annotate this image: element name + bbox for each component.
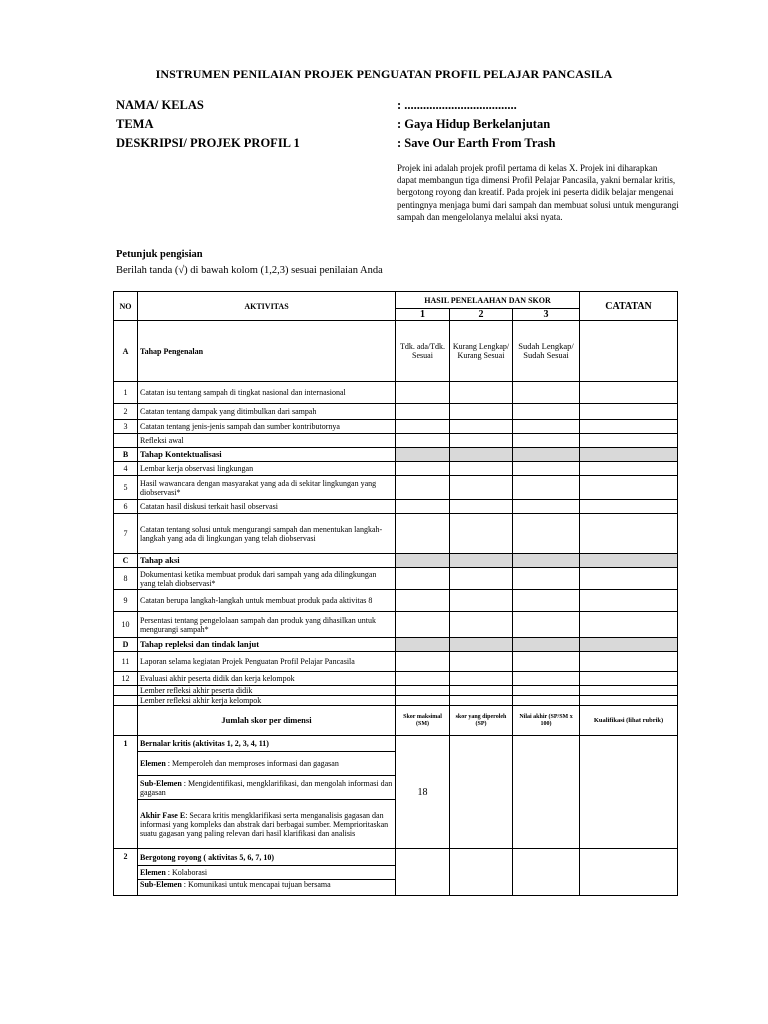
dimension-2-na — [513, 849, 580, 896]
score-cell-2[interactable] — [450, 672, 513, 686]
elemen-text: : Memperoleh dan memproses informasi dan gagasan — [165, 759, 339, 768]
score-cell-3[interactable] — [513, 420, 580, 434]
score-head-no — [114, 706, 138, 736]
dimension-2-no: 2 — [114, 849, 138, 896]
dimension-1-title: Bernalar kritis (aktivitas 1, 2, 3, 4, 11) — [138, 736, 396, 752]
sub-elemen-label: Sub-Elemen — [140, 778, 182, 788]
dimension-1-na — [513, 736, 580, 849]
score-cell-2[interactable] — [450, 382, 513, 404]
meta-label-tema: TEMA — [116, 117, 154, 131]
row-number: C — [114, 554, 138, 568]
section-row — [114, 638, 678, 652]
sub-elemen-text: : Mengidentifikasi, mengklarifikasi, dan mengolah informasi dan gagasan — [140, 778, 393, 797]
dimension-2-kual — [580, 849, 678, 896]
score-cell-2[interactable] — [450, 448, 513, 462]
header-catatan: CATATAN — [580, 292, 678, 321]
activity-row — [114, 612, 678, 638]
score-cell-1[interactable] — [396, 554, 450, 568]
catatan-cell[interactable] — [580, 638, 678, 652]
dimension-2-sp — [450, 849, 513, 896]
score-cell-3[interactable] — [513, 500, 580, 514]
catatan-cell[interactable] — [580, 500, 678, 514]
row-number: 12 — [114, 672, 138, 686]
meta-value-tema: : Gaya Hidup Berkelanjutan — [397, 117, 551, 131]
fase-label: Akhir Fase E — [140, 810, 186, 820]
catatan-cell[interactable] — [580, 612, 678, 638]
activity-row — [114, 420, 678, 434]
activity-text: Catatan tentang jenis-jenis sampah dan sumber kontributornya — [138, 420, 396, 434]
score-cell-3[interactable] — [513, 476, 580, 500]
row-number: 5 — [114, 476, 138, 500]
header-score-2: 2 — [450, 309, 513, 321]
row-number: 8 — [114, 568, 138, 590]
sub-elemen-text: : Komunikasi untuk mencapai tujuan bersama — [181, 880, 331, 889]
activity-row — [114, 652, 678, 672]
catatan-cell[interactable] — [580, 382, 678, 404]
header-no: NO — [114, 292, 138, 321]
activity-text: Evaluasi akhir peserta didik dan kerja kelompok — [138, 672, 396, 686]
activity-text: Catatan isu tentang sampah di tingkat nasional dan internasional — [138, 382, 396, 404]
score-cell-3[interactable] — [513, 590, 580, 612]
elemen-label: Elemen — [140, 868, 166, 877]
score-cell-3[interactable] — [513, 568, 580, 590]
activity-row — [114, 404, 678, 420]
header-hasil: HASIL PENELAAHAN DAN SKOR — [396, 292, 580, 309]
score-cell-3[interactable] — [513, 514, 580, 554]
catatan-cell[interactable] — [580, 686, 678, 696]
catatan-cell[interactable] — [580, 434, 678, 448]
score-cell-3[interactable] — [513, 686, 580, 696]
score-cell-3[interactable] — [513, 434, 580, 448]
catatan-cell[interactable] — [580, 590, 678, 612]
option-2: Kurang Lengkap/ Kurang Sesuai — [450, 321, 513, 382]
score-cell-2[interactable] — [450, 476, 513, 500]
activity-text: Lember refleksi akhir kerja kelompok — [138, 696, 396, 706]
activity-table-body — [114, 292, 678, 382]
dimension-1-sp — [450, 736, 513, 849]
score-cell-2[interactable] — [450, 514, 513, 554]
activity-rows — [114, 382, 678, 706]
score-cell-2[interactable] — [450, 462, 513, 476]
activity-row — [114, 568, 678, 590]
header-score-3: 3 — [513, 309, 580, 321]
score-cell-1[interactable] — [396, 686, 450, 696]
dimension-2-sm — [396, 849, 450, 896]
catatan-cell[interactable] — [580, 696, 678, 706]
dimension-1-no: 1 — [114, 736, 138, 849]
score-cell-2[interactable] — [450, 420, 513, 434]
instructions-title: Petunjuk pengisian — [116, 249, 203, 260]
section-title: Tahap Kontektualisasi — [138, 448, 396, 462]
score-cell-1[interactable] — [396, 568, 450, 590]
meta-label-nama-kelas: NAMA/ KELAS — [116, 98, 204, 112]
header-score-1: 1 — [396, 309, 450, 321]
row-number: 1 — [114, 382, 138, 404]
catatan-cell[interactable] — [580, 420, 678, 434]
score-cell-1[interactable] — [396, 404, 450, 420]
dimension-1-elemen — [138, 752, 396, 776]
score-cell-3[interactable] — [513, 638, 580, 652]
activity-text: Hasil wawancara dengan masyarakat yang ada di sekitar lingkungan yang diobservasi* — [138, 476, 396, 500]
score-cell-3[interactable] — [513, 404, 580, 420]
section-row — [114, 448, 678, 462]
score-cell-3[interactable] — [513, 462, 580, 476]
score-cell-1[interactable] — [396, 434, 450, 448]
project-description: Projek ini adalah projek profil pertama di kelas X. Projek ini diharapkan dapat membangun tiga dimensi Profil Pelajar Pancasila, yakni bernalar kritis, bergotong royong dan kreatif. Pada projek ini peserta didik belajar mengenai pentingnya menjaga bumi dari sampah dan membuat solusi untuk mengurangi sampah dan mengelolanya melalui aksi nyata. — [397, 163, 679, 222]
score-cell-1[interactable] — [396, 476, 450, 500]
score-head-sm: Skor maksimal (SM) — [396, 706, 450, 736]
activity-text: Persentasi tentang pengelolaan sampah dan produk yang dihasilkan untuk mengurangi sampah* — [138, 612, 396, 638]
row-number: 9 — [114, 590, 138, 612]
dimension-1-kual — [580, 736, 678, 849]
score-cell-2[interactable] — [450, 404, 513, 420]
score-cell-1[interactable] — [396, 590, 450, 612]
activity-text: Lembar kerja observasi lingkungan — [138, 462, 396, 476]
row-number: 3 — [114, 420, 138, 434]
score-cell-1[interactable] — [396, 420, 450, 434]
score-cell-3[interactable] — [513, 382, 580, 404]
score-cell-1[interactable] — [396, 448, 450, 462]
dimension-1-fase — [138, 800, 396, 849]
row-number: 4 — [114, 462, 138, 476]
score-cell-2[interactable] — [450, 434, 513, 448]
score-cell-3[interactable] — [513, 554, 580, 568]
catatan-cell[interactable] — [580, 476, 678, 500]
row-number: B — [114, 448, 138, 462]
document-title: INSTRUMEN PENILAIAN PROJEK PENGUATAN PROFIL PELAJAR PANCASILA — [155, 67, 613, 81]
row-number: D — [114, 638, 138, 652]
activity-row — [114, 462, 678, 476]
score-cell-2[interactable] — [450, 652, 513, 672]
dimension-2-elemen — [138, 866, 396, 880]
score-cell-2[interactable] — [450, 568, 513, 590]
score-cell-1[interactable] — [396, 672, 450, 686]
option-1: Tdk. ada/Tdk. Sesuai — [396, 321, 450, 382]
activity-row — [114, 590, 678, 612]
catatan-cell[interactable] — [580, 448, 678, 462]
catatan-cell[interactable] — [580, 404, 678, 420]
elemen-text: : Kolaborasi — [165, 868, 208, 877]
activity-row — [114, 686, 678, 696]
section-title-a: Tahap Pengenalan — [138, 321, 396, 382]
activity-text: Catatan tentang dampak yang ditimbulkan dari sampah — [138, 404, 396, 420]
row-number: 6 — [114, 500, 138, 514]
row-number — [114, 696, 138, 706]
score-cell-1[interactable] — [396, 638, 450, 652]
score-cell-3[interactable] — [513, 652, 580, 672]
row-number: 10 — [114, 612, 138, 638]
activity-text: Catatan berupa langkah-langkah untuk membuat produk pada aktivitas 8 — [138, 590, 396, 612]
activity-text: Refleksi awal — [138, 434, 396, 448]
score-cell-2[interactable] — [450, 612, 513, 638]
section-row — [114, 554, 678, 568]
score-cell-2[interactable] — [450, 554, 513, 568]
catatan-cell[interactable] — [580, 514, 678, 554]
score-head-kual: Kualifikasi (lihat rubrik) — [580, 706, 678, 736]
activity-text: Catatan hasil diskusi terkait hasil observasi — [138, 500, 396, 514]
score-table-body — [114, 706, 678, 896]
score-head-na: Nilai akhir (SP/SM x 100) — [513, 706, 580, 736]
score-cell-1[interactable] — [396, 462, 450, 476]
score-cell-1[interactable] — [396, 652, 450, 672]
score-cell-2[interactable] — [450, 590, 513, 612]
catatan-cell — [580, 321, 678, 382]
meta-label-deskripsi: DESKRIPSI/ PROJEK PROFIL 1 — [116, 136, 300, 150]
meta-value-nama-kelas: : .................................... — [397, 98, 517, 112]
score-cell-1[interactable] — [396, 612, 450, 638]
score-cell-2[interactable] — [450, 500, 513, 514]
score-cell-1[interactable] — [396, 514, 450, 554]
activity-row — [114, 476, 678, 500]
catatan-cell[interactable] — [580, 652, 678, 672]
catatan-cell[interactable] — [580, 568, 678, 590]
activity-row — [114, 672, 678, 686]
activity-row — [114, 500, 678, 514]
activity-text: Laporan selama kegiatan Projek Penguatan Profil Pelajar Pancasila — [138, 652, 396, 672]
dimension-1-score: 18 — [396, 736, 450, 849]
score-cell-2[interactable] — [450, 696, 513, 706]
score-cell-1[interactable] — [396, 500, 450, 514]
catatan-cell[interactable] — [580, 672, 678, 686]
section-label-a: A — [114, 321, 138, 382]
instructions-text: Berilah tanda (√) di bawah kolom (1,2,3) sesuai penilaian Anda — [116, 265, 383, 276]
dimension-2-title: Bergotong royong ( aktivitas 5, 6, 7, 10) — [138, 849, 396, 866]
section-title: Tahap repleksi dan tindak lanjut — [138, 638, 396, 652]
elemen-label: Elemen — [140, 759, 166, 768]
activity-row — [114, 434, 678, 448]
meta-value-deskripsi: : Save Our Earth From Trash — [397, 136, 556, 150]
header-aktivitas: AKTIVITAS — [138, 292, 396, 321]
catatan-cell[interactable] — [580, 554, 678, 568]
row-number: 11 — [114, 652, 138, 672]
score-cell-1[interactable] — [396, 696, 450, 706]
assessment-table — [113, 291, 678, 896]
activity-text: Lember refleksi akhir peserta didik — [138, 686, 396, 696]
score-cell-3[interactable] — [513, 612, 580, 638]
section-title: Tahap aksi — [138, 554, 396, 568]
sub-elemen-label: Sub-Elemen — [140, 880, 182, 889]
option-3: Sudah Lengkap/ Sudah Sesuai — [513, 321, 580, 382]
score-cell-2[interactable] — [450, 686, 513, 696]
dimension-1-sub-elemen — [138, 776, 396, 800]
activity-row — [114, 514, 678, 554]
score-cell-2[interactable] — [450, 638, 513, 652]
score-cell-3[interactable] — [513, 672, 580, 686]
dimension-2-sub-elemen — [138, 880, 396, 896]
activity-text: Catatan tentang solusi untuk mengurangi sampah dan menentukan langkah-langkah yang ada di lingkungan yang telah diobservasi — [138, 514, 396, 554]
row-number: 2 — [114, 404, 138, 420]
row-number: 7 — [114, 514, 138, 554]
activity-row — [114, 696, 678, 706]
row-number — [114, 686, 138, 696]
activity-text: Dokumentasi ketika membuat produk dari sampah yang ada dilingkungan yang telah diobservasi* — [138, 568, 396, 590]
fase-text: : Secara kritis mengklarifikasi serta menganalisis gagasan dan informasi yang kompleks dan abstrak dari berbagai sumber. Memprioritaskan suatu gagasan yang paling relevan dari hasil klarifikasi dan analisis — [140, 810, 389, 838]
score-cell-3[interactable] — [513, 448, 580, 462]
catatan-cell[interactable] — [580, 462, 678, 476]
score-cell-3[interactable] — [513, 696, 580, 706]
activity-row — [114, 382, 678, 404]
score-head-sp: skor yang diperoleh (SP) — [450, 706, 513, 736]
score-head-title: Jumlah skor per dimensi — [138, 706, 396, 736]
row-number — [114, 434, 138, 448]
score-cell-1[interactable] — [396, 382, 450, 404]
